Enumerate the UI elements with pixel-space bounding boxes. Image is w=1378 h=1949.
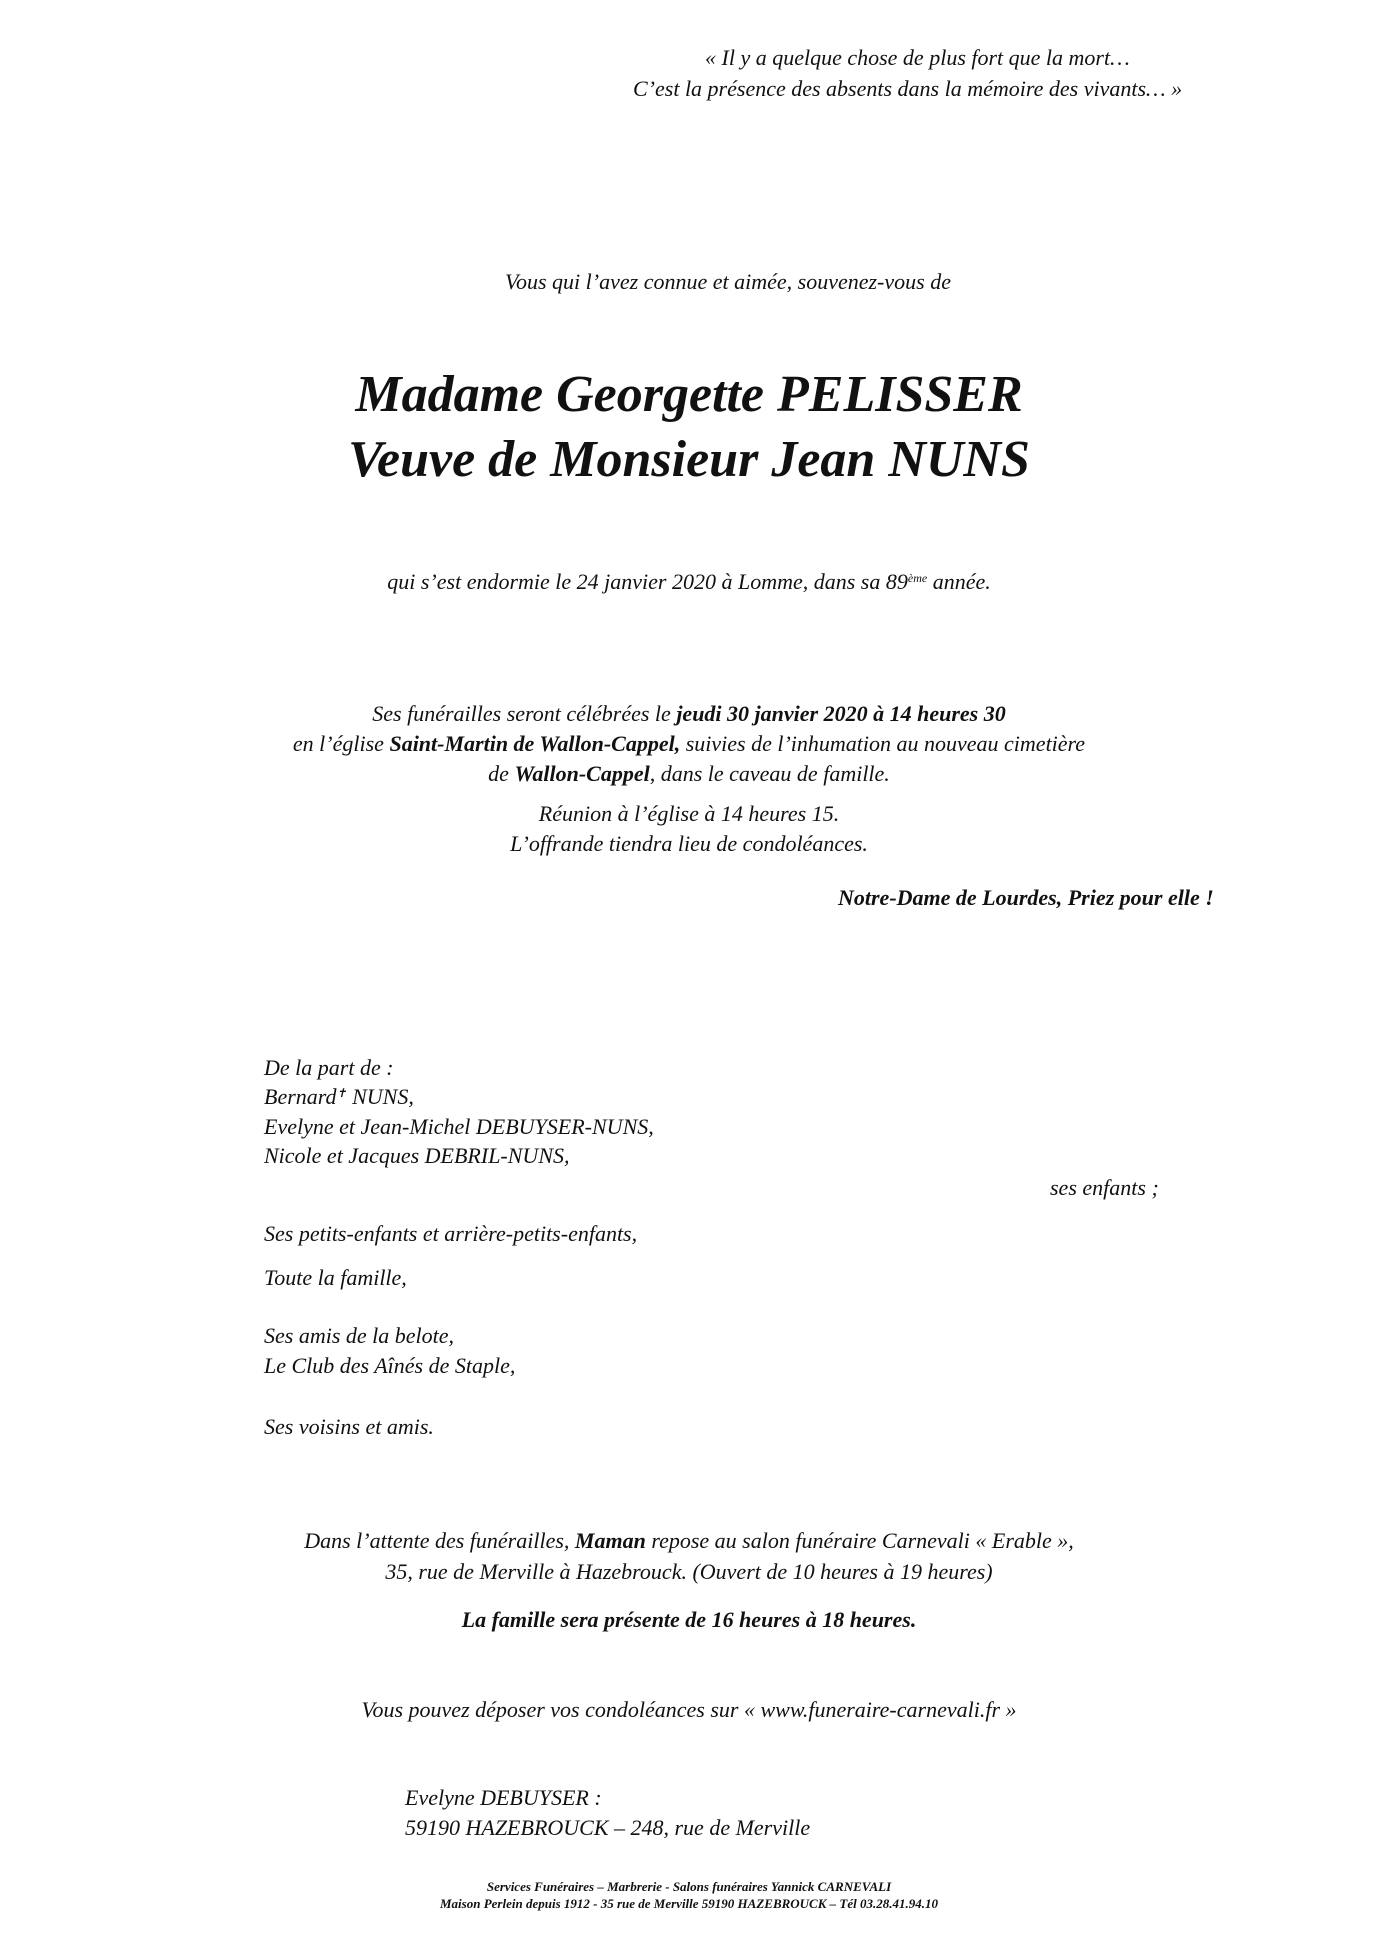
footer-line-1: Services Funéraires – Marbrerie - Salons funéraires Yannick CARNEVALI xyxy=(486,1879,892,1894)
salon-maman: Maman xyxy=(574,1528,646,1553)
quote-line-2: C’est la présence des absents dans la mémoire des vivants… » xyxy=(633,76,1183,101)
cross-icon: ✝ xyxy=(336,1086,347,1100)
funeral-line-1 xyxy=(0,700,1378,728)
widow-of-line: Veuve de Monsieur Jean NUNS xyxy=(348,431,1030,488)
funeral-text: de xyxy=(488,761,515,786)
family-text: NUNS, xyxy=(346,1084,414,1109)
funeral-line-2 xyxy=(0,730,1378,758)
family-evelyne: Evelyne et Jean-Michel DEBUYSER-NUNS, xyxy=(264,1114,654,1139)
salon-text: repose au salon funéraire Carnevali « Erable », xyxy=(645,1528,1074,1553)
family-club: Le Club des Aînés de Staple, xyxy=(264,1353,516,1378)
family-heading: De la part de : xyxy=(264,1055,394,1080)
family-bernard xyxy=(264,1083,414,1111)
deceased-name: Madame Georgette PELISSER xyxy=(355,366,1023,423)
family-enfants: ses enfants ; xyxy=(1050,1175,1159,1200)
funeral-date: jeudi 30 janvier 2020 à 14 heures 30 xyxy=(676,701,1006,726)
family-nicole: Nicole et Jacques DEBRIL-NUNS, xyxy=(264,1143,570,1168)
family-presence: La famille sera présente de 16 heures à 18 heures. xyxy=(461,1607,917,1632)
death-text: qui s’est endormie le 24 janvier 2020 à Lomme, dans sa 89 xyxy=(387,569,908,594)
quote-line-1: « Il y a quelque chose de plus fort que la mort… xyxy=(705,45,1130,70)
church-name: Saint-Martin de Wallon-Cappel, xyxy=(389,731,681,756)
salon-text: Dans l’attente des funérailles, xyxy=(304,1528,575,1553)
address-line-2: 59190 HAZEBROUCK – 248, rue de Merville xyxy=(405,1815,811,1840)
funeral-text: , dans le caveau de famille. xyxy=(649,761,890,786)
death-ordinal: ème xyxy=(907,571,928,585)
family-belote: Ses amis de la belote, xyxy=(264,1323,455,1348)
salon-line-1 xyxy=(0,1527,1378,1555)
salon-line-2: 35, rue de Merville à Hazebrouck. (Ouvert de 10 heures à 19 heures) xyxy=(385,1559,993,1584)
funeral-line-3 xyxy=(0,760,1378,788)
death-notice xyxy=(0,568,1378,596)
address-line-1: Evelyne DEBUYSER : xyxy=(405,1785,602,1810)
death-text-end: année. xyxy=(927,569,991,594)
family-toute-famille: Toute la famille, xyxy=(264,1265,407,1290)
footer-line-2: Maison Perlein depuis 1912 - 35 rue de Merville 59190 HAZEBROUCK – Tél 03.28.41.94.10 xyxy=(440,1896,938,1911)
prayer-text: Notre-Dame de Lourdes, Priez pour elle ! xyxy=(838,885,1214,910)
funeral-text: suivies de l’inhumation au nouveau cimetière xyxy=(680,731,1086,756)
intro-text: Vous qui l’avez connue et aimée, souvenez-vous de xyxy=(505,269,951,294)
offrande-text: L’offrande tiendra lieu de condoléances. xyxy=(510,831,868,856)
reunion-text: Réunion à l’église à 14 heures 15. xyxy=(538,801,840,826)
family-text: Bernard xyxy=(264,1084,337,1109)
condolences-text: Vous pouvez déposer vos condoléances sur « www.funeraire-carnevali.fr » xyxy=(361,1697,1017,1722)
family-voisins: Ses voisins et amis. xyxy=(264,1414,434,1439)
cemetery-name: Wallon-Cappel xyxy=(514,761,650,786)
family-petits-enfants: Ses petits-enfants et arrière-petits-enfants, xyxy=(264,1221,638,1246)
funeral-text: en l’église xyxy=(292,731,390,756)
funeral-text: Ses funérailles seront célébrées le xyxy=(372,701,677,726)
